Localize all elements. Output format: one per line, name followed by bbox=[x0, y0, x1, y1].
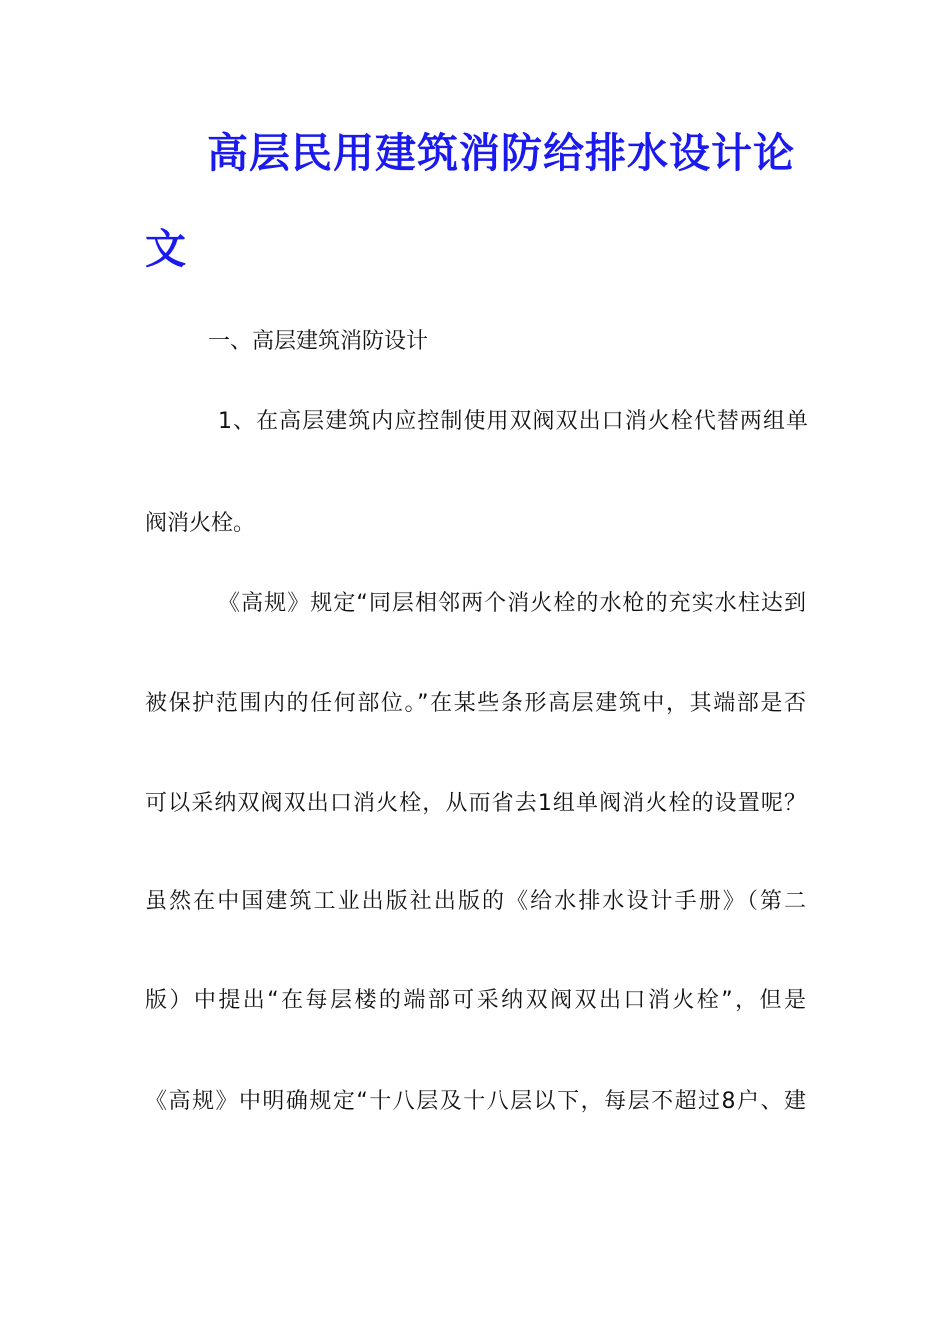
paragraph-2-line-5: 版）中提出“在每层楼的端部可采纳双阀双出口消火栓”，但是 bbox=[145, 988, 806, 1013]
document-title-line-1: 高层民用建筑消防给排水设计论 bbox=[207, 129, 795, 177]
section-heading: 一、高层建筑消防设计 bbox=[208, 329, 429, 354]
paragraph-2-line-6: 《高规》中明确规定“十八层及十八层以下，每层不超过8户、建 bbox=[145, 1089, 806, 1114]
document-title-line-2: 文 bbox=[145, 225, 186, 273]
paragraph-2-line-1: 《高规》规定“同层相邻两个消火栓的水枪的充实水柱达到 bbox=[218, 591, 806, 616]
paragraph-1-line-1: 1、在高层建筑内应控制使用双阀双出口消火栓代替两组单 bbox=[218, 409, 808, 434]
paragraph-2-line-4: 虽然在中国建筑工业出版社出版的《给水排水设计手册》（第二 bbox=[145, 889, 806, 914]
paragraph-2-line-2: 被保护范围内的任何部位。”在某些条形高层建筑中，其端部是否 bbox=[145, 691, 806, 716]
paragraph-2-line-3: 可以采纳双阀双出口消火栓，从而省去1组单阀消火栓的设置呢？ bbox=[145, 791, 806, 816]
paragraph-1-line-2: 阀消火栓。 bbox=[145, 511, 256, 536]
